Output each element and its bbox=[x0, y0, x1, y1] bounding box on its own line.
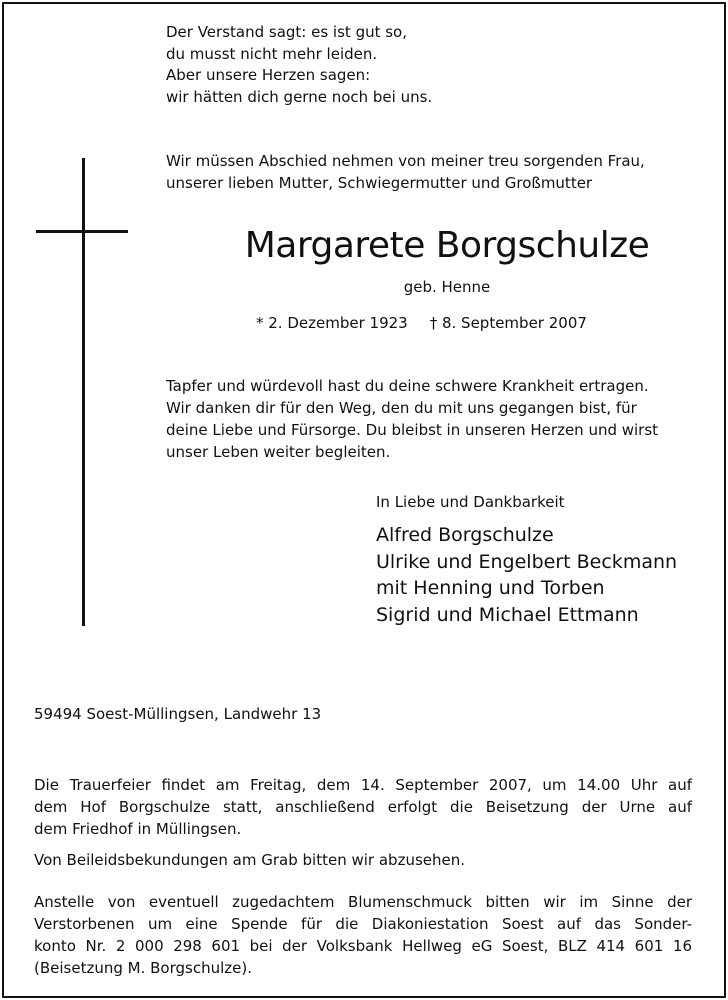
donation-line: Anstelle von eventuell zugedachtem Blumenschmuck bitten wir im Sinne der bbox=[34, 893, 692, 911]
cross-horizontal bbox=[36, 230, 128, 233]
funeral-line: Die Trauerfeier findet am Freitag, dem 14. September 2007, um 14.00 Uhr auf bbox=[34, 776, 692, 794]
mourner: Alfred Borgschulze bbox=[376, 524, 554, 546]
intro-line: unserer lieben Mutter, Schwiegermutter und Großmutter bbox=[166, 174, 593, 192]
tribute-line: Wir danken dir für den Weg, den du mit uns gegangen bist, für bbox=[166, 399, 637, 417]
maiden-name: geb. Henne bbox=[403, 278, 491, 296]
funeral-info bbox=[34, 774, 692, 840]
donation-line: (Beisetzung M. Borgschulze). bbox=[34, 959, 252, 977]
tribute-text bbox=[166, 375, 690, 463]
closing-phrase: In Liebe und Dankbarkeit bbox=[376, 493, 565, 511]
intro-text bbox=[166, 150, 645, 194]
cross-vertical bbox=[82, 158, 85, 626]
condolence-note: Von Beileidsbekundungen am Grab bitten wir abzusehen. bbox=[34, 851, 466, 869]
poem-line: Der Verstand sagt: es ist gut so, bbox=[166, 23, 408, 41]
poem bbox=[166, 22, 432, 108]
deceased-name: Margarete Borgschulze bbox=[244, 225, 650, 266]
funeral-line: dem Friedhof in Müllingsen. bbox=[34, 820, 242, 838]
donation-info bbox=[34, 891, 692, 979]
birth-date: * 2. Dezember 1923 bbox=[256, 314, 408, 332]
donation-line: Verstorbenen um eine Spende für die Diakoniestation Soest auf das Sonder- bbox=[34, 915, 692, 933]
mourner: mit Henning und Torben bbox=[376, 577, 605, 599]
family-address: 59494 Soest-Müllingsen, Landwehr 13 bbox=[34, 705, 322, 723]
mourner: Ulrike und Engelbert Beckmann bbox=[376, 550, 678, 573]
tribute-line: Tapfer und würdevoll hast du deine schwere Krankheit ertragen. bbox=[166, 377, 649, 395]
tribute-line: unser Leben weiter begleiten. bbox=[166, 443, 391, 461]
intro-line: Wir müssen Abschied nehmen von meiner treu sorgenden Frau, bbox=[166, 152, 645, 170]
life-dates bbox=[256, 314, 587, 332]
tribute-line: deine Liebe und Fürsorge. Du bleibst in unseren Herzen und wirst bbox=[166, 421, 659, 439]
death-date: † 8. September 2007 bbox=[429, 314, 587, 332]
mourner: Sigrid und Michael Ettmann bbox=[376, 603, 639, 626]
poem-line: wir hätten dich gerne noch bei uns. bbox=[166, 87, 433, 106]
poem-line: Aber unsere Herzen sagen: bbox=[166, 66, 371, 84]
donation-line: konto Nr. 2 000 298 601 bei der Volksbank Hellweg eG Soest, BLZ 414 601 16 bbox=[34, 937, 692, 955]
funeral-line: dem Hof Borgschulze statt, anschließend erfolgt die Beisetzung der Urne auf bbox=[34, 798, 692, 816]
mourners-list bbox=[376, 522, 677, 628]
poem-line: du musst nicht mehr leiden. bbox=[166, 44, 378, 63]
